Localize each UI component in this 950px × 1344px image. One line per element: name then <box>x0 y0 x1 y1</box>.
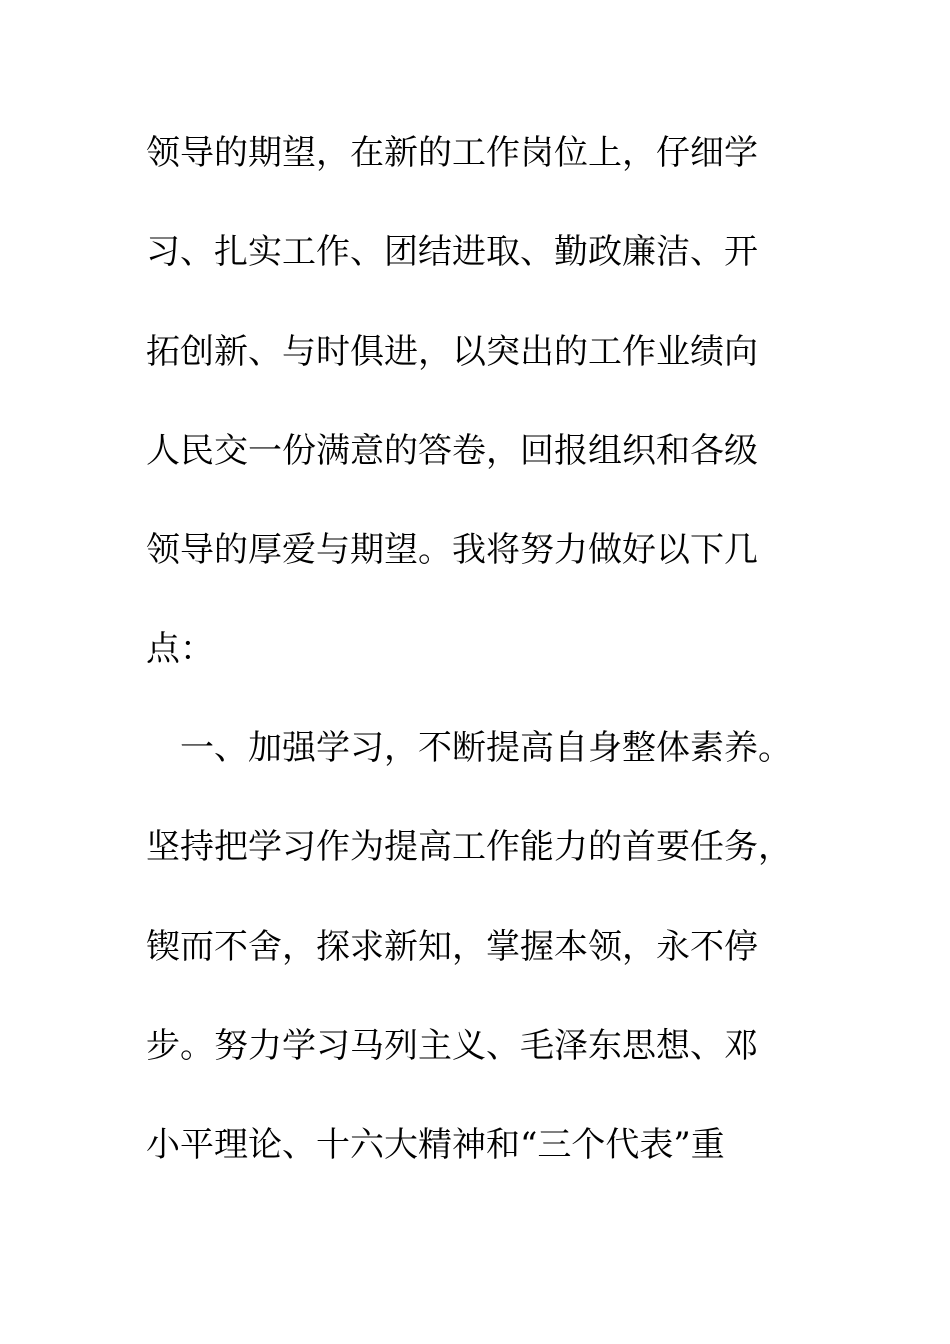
body-text-line: 锲而不舍，探求新知，掌握本领，永不停 <box>146 927 758 967</box>
body-text-line: 点： <box>146 629 214 669</box>
body-text-line: 领导的期望，在新的工作岗位上，仔细学 <box>146 133 758 173</box>
body-text-line: 拓创新、与时俱进，以突出的工作业绩向 <box>146 332 758 372</box>
section-heading: 一、加强学习，不断提高自身整体素养。 <box>180 728 792 768</box>
body-text-line: 小平理论、十六大精神和“三个代表”重 <box>146 1125 725 1165</box>
body-text-line: 步。努力学习马列主义、毛泽东思想、邓 <box>146 1026 758 1066</box>
body-text-line: 领导的厚爱与期望。我将努力做好以下几 <box>146 530 758 570</box>
body-text-line: 习、扎实工作、团结进取、勤政廉洁、开 <box>146 232 758 272</box>
body-text-line: 坚持把学习作为提高工作能力的首要任务， <box>146 827 792 867</box>
body-text-line: 人民交一份满意的答卷，回报组织和各级 <box>146 431 758 471</box>
